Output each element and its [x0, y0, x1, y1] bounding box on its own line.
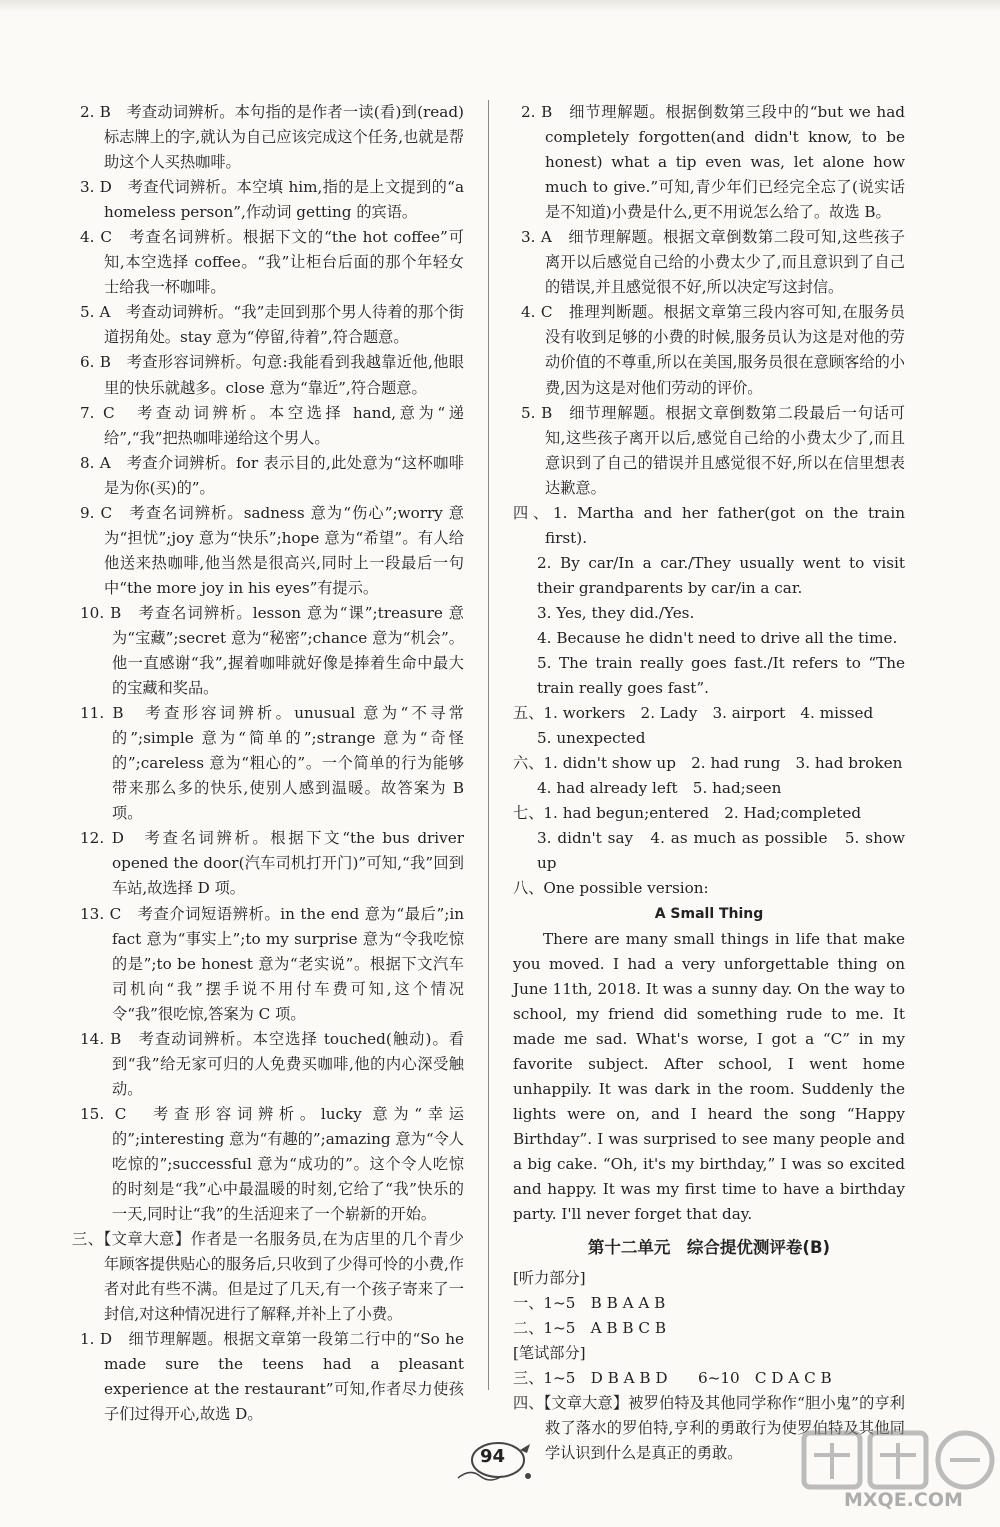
- right-column: [513, 100, 905, 1467]
- left-column: [72, 100, 464, 1427]
- answer-item: 4. Because he didn't need to drive all the time.: [537, 628, 898, 647]
- answer-item: 5. A 考查动词辨析。“我”走回到那个男人待着的那个街道拐角处。stay 意为“停留,待着”,符合题意。: [80, 303, 464, 347]
- watermark: [800, 1425, 1000, 1520]
- essay-body: There are many small things in life that make you moved. I had a very unforgettable thing on June 11th, 2018. It was a sunny day. On the way to school, my friend did something rude to me. It made me sad. What's worse, I got a “C” in my favorite subject. After school, I went home unhappily. It was dark in the room. Suddenly the lights were on, and I heard the song “Happy Birthday”. I was surprised to see many people and a big cake. “Oh, it's my birthday,” I was so excited and happy. It was my first time to have a birthday party. I'll never forget that day.: [513, 929, 905, 1224]
- answer-item: 11. B 考查形容词辨析。unusual 意为“不寻常的”;simple 意为“简单的”;strange 意为“奇怪的”;careless 意为“粗心的”。一个简单的行为能够带来那么多的快乐,使别人感到温暖。故答案为 B 项。: [80, 704, 464, 823]
- answer-item: 7. C 考查动词辨析。本空选择 hand,意为“递给”,“我”把热咖啡递给这个男人。: [80, 403, 464, 447]
- writing-label: [笔试部分]: [513, 1344, 586, 1363]
- answer-line: 二、1~5 A B B C B: [513, 1319, 666, 1338]
- answer-line: 一、1~5 B B A A B: [513, 1294, 666, 1313]
- answer-item: 八、One possible version:: [513, 879, 709, 898]
- answer-line: 三、1~5 D B A B D 6~10 C D A C B: [513, 1369, 832, 1388]
- answer-item: 2. B 考查动词辨析。本句指的是作者一读(看)到(read)标志牌上的字,就认为自己应该完成这个任务,也就是帮助这个人买热咖啡。: [80, 103, 464, 172]
- answer-item: 三、【文章大意】作者是一名服务员,在为店里的几个青少年顾客提供贴心的服务后,只收到了少得可怜的小费,作者对此有些不满。但是过了几天,有一个孩子寄来了一封信,对这种情况进行了解释,并补上了小费。: [72, 1230, 464, 1324]
- answer-item: 5. unexpected: [537, 729, 646, 748]
- answer-item: 六、1. didn't show up 2. had rung 3. had broken: [513, 754, 903, 773]
- answer-item: 3. didn't say 4. as much as possible 5. show up: [537, 829, 905, 873]
- sample-essay: [513, 902, 905, 1228]
- watermark-url: MXQE.COM: [844, 1489, 963, 1511]
- answer-item: 6. B 考查形容词辨析。句意:我能看到我越靠近他,他眼里的快乐就越多。close 意为“靠近”,符合题意。: [80, 353, 464, 397]
- answer-item: 五、1. workers 2. Lady 3. airport 4. missed: [513, 704, 874, 723]
- answer-item: 5. The train really goes fast./It refers to “The train really goes fast”.: [537, 654, 905, 698]
- essay-title: A Small Thing: [654, 905, 764, 922]
- answer-item: 8. A 考查介词辨析。for 表示目的,此处意为“这杯咖啡是为你(买)的”。: [80, 453, 464, 497]
- answer-item: 3. Yes, they did./Yes.: [537, 603, 695, 622]
- answer-item: 2. By car/In a car./They usually went to visit their grandparents by car/in a car.: [537, 553, 905, 597]
- answer-item: 5. B 细节理解题。根据文章倒数第二段最后一句话可知,这些孩子离开以后,感觉自己给的小费太少了,而且意识到了自己的错误并且感觉很不好,所以在信里想表达歉意。: [521, 403, 905, 497]
- answer-item: 4. had already left 5. had;seen: [537, 779, 782, 798]
- answer-item: 15. C 考查形容词辨析。lucky 意为“幸运的”;interesting 意为“有趣的”;amazing 意为“令人吃惊的”;successful 意为“成功的”。这个令人吃惊的时刻是“我”心中最温暖的时刻,它给了“我”快乐的一天,同时让“我”的生活迎来了一个崭新的开始。: [80, 1104, 464, 1224]
- answer-item: 3. A 细节理解题。根据文章倒数第二段可知,这些孩子离开以后感觉自己给的小费太少了,而且意识到了自己的错误,并且感觉很不好,所以决定写这封信。: [521, 228, 905, 297]
- watermark-logo-icon: [800, 1425, 1000, 1495]
- answer-item: 2. B 细节理解题。根据倒数第三段中的“but we had completely forgotten(and didn't know, to be honest) what a tip even was, let alone how much to give.”可知,青少年们已经完全忘了(说实话是不知道)小费是什么,更不用说怎么给了。故选 B。: [521, 103, 905, 222]
- answer-item: 12. D 考查名词辨析。根据下文“the bus driver opened the door(汽车司机打开门)”可知,“我”回到车站,故选择 D 项。: [80, 829, 464, 898]
- answer-item: 七、1. had begun;entered 2. Had;completed: [513, 804, 862, 823]
- page-edge-shadow: [0, 0, 1000, 12]
- answer-item: 4. C 考查名词辨析。根据下文的“the hot coffee”可知,本空选择 coffee。“我”让柜台后面的那个年轻女士给我一杯咖啡。: [80, 228, 464, 297]
- answer-item: 四、1. Martha and her father(got on the train first).: [513, 503, 905, 547]
- unit-title: 第十二单元 综合提优测评卷(B): [587, 1238, 831, 1258]
- answer-item: 10. B 考查名词辨析。lesson 意为“课”;treasure 意为“宝藏”;secret 意为“秘密”;chance 意为“机会”。他一直感谢“我”,握着咖啡就好像是捧着生命中最大的宝藏和奖品。: [80, 603, 464, 698]
- answer-item: 14. B 考查动词辨析。本空选择 touched(触动)。看到“我”给无家可归的人免费买咖啡,他的内心深受触动。: [80, 1029, 464, 1098]
- section-summary: 四、【文章大意】被罗伯特及其他同学称作“胆小鬼”的亨利救了落水的罗伯特,亨利的勇敢行为使罗伯特及其他同学认识到什么是真正的勇敢。: [513, 1394, 905, 1463]
- answer-item: 9. C 考查名词辨析。sadness 意为“伤心”;worry 意为“担忧”;joy 意为“快乐”;hope 意为“希望”。有人给他送来热咖啡,他当然是很高兴,同时上一段最后一句中“the more joy in his eyes”有提示。: [80, 503, 464, 597]
- listening-label: [听力部分]: [513, 1269, 586, 1288]
- answer-item: 3. D 考查代词辨析。本空填 him,指的是上文提到的“a homeless person”,作动词 getting 的宾语。: [80, 178, 464, 222]
- column-divider: [488, 100, 489, 1390]
- section-summary: 1. D 细节理解题。根据文章第一段第二行中的“So he made sure the teens had a pleasant experience at the restaurant”可知,作者尽力使孩子们过得开心,故选 D。: [80, 1330, 464, 1424]
- answer-item: 4. C 推理判断题。根据文章第三段内容可知,在服务员没有收到足够的小费的时候,服务员认为这是对他的劳动价值的不尊重,所以在美国,服务员很在意顾客给的小费,因为这是对他们劳动的评价。: [521, 303, 905, 397]
- answer-item: 13. C 考查介词短语辨析。in the end 意为“最后”;in fact 意为“事实上”;to my surprise 意为“令我吃惊的是”;to be honest 意为“老实说”。根据下文汽车司机向“我”摆手说不用付车费可知,这个情况令“我”很吃惊,答案为 C 项。: [80, 904, 464, 1023]
- page-number: [450, 1438, 550, 1488]
- page-number-text: 94: [480, 1446, 506, 1467]
